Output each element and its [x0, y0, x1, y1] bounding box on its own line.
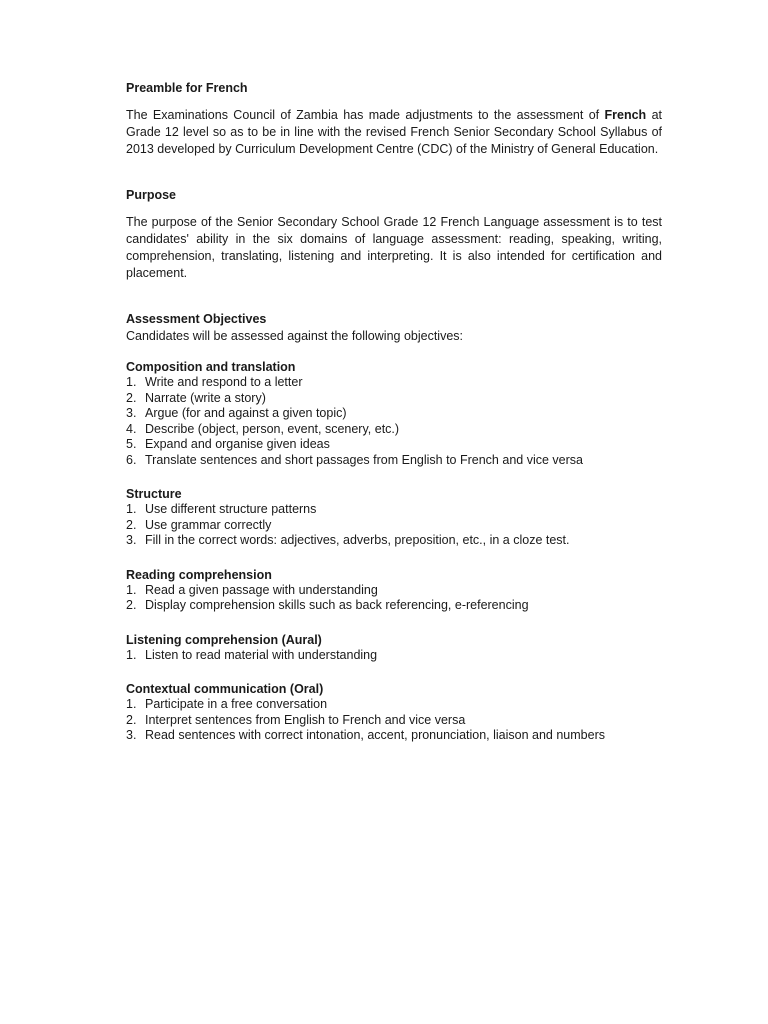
- list-item-number: 2.: [126, 712, 137, 727]
- list-item: [126, 598, 662, 614]
- preamble-heading: Preamble for French: [126, 81, 248, 95]
- objectives-intro: Candidates will be assessed against the following objectives:: [126, 329, 463, 343]
- list-item-text: Expand and organise given ideas: [145, 437, 330, 451]
- document-page: [126, 80, 662, 744]
- list-item-number: 1.: [126, 582, 137, 597]
- list-item: [126, 375, 662, 391]
- list-item-text: Argue (for and against a given topic): [145, 406, 347, 420]
- preamble-text-bold: French: [604, 108, 647, 122]
- structure-heading: Structure: [126, 487, 182, 501]
- list-item-text: Interpret sentences from English to French and vice versa: [145, 712, 466, 727]
- list-item-text: Listen to read material with understanding: [145, 647, 378, 662]
- list-item-number: 2.: [126, 390, 137, 405]
- preamble-section: [126, 80, 662, 158]
- list-item-number: 1.: [126, 375, 137, 389]
- structure-list: [126, 502, 662, 549]
- list-item-text: Translate sentences and short passages from English to French and vice versa: [145, 452, 583, 467]
- list-item: [126, 502, 662, 518]
- objectives-section: [126, 311, 662, 345]
- list-item: [126, 533, 662, 549]
- purpose-paragraph: The purpose of the Senior Secondary School Grade 12 French Language assessment is to test candidates' ability in the six domains of language assessment: reading, speaking, writing, comprehension, translating, listening and interpreting. It is also intended for certification and placement.: [126, 215, 662, 280]
- list-item: [126, 437, 662, 453]
- list-item-number: 3.: [126, 728, 137, 742]
- list-item-text: Participate in a free conversation: [145, 697, 328, 711]
- oral-heading: Contextual communication (Oral): [126, 682, 324, 696]
- reading-list: [126, 583, 662, 614]
- list-item: [126, 406, 662, 422]
- composition-heading: Composition and translation: [126, 360, 296, 374]
- listening-heading: Listening comprehension (Aural): [126, 632, 322, 647]
- composition-section: [126, 359, 662, 468]
- list-item-text: Write and respond to a letter: [145, 375, 303, 389]
- list-item-text: Use different structure patterns: [145, 502, 317, 516]
- listening-section: [126, 632, 662, 664]
- list-item-text: Fill in the correct words: adjectives, adverbs, preposition, etc., in a cloze test.: [145, 533, 570, 547]
- list-item: [126, 391, 662, 407]
- list-item-number: 6.: [126, 452, 137, 467]
- list-item-number: 3.: [126, 533, 137, 547]
- list-item-number: 5.: [126, 437, 137, 451]
- list-item-text: Describe (object, person, event, scenery, etc.): [145, 421, 400, 436]
- reading-section: [126, 567, 662, 614]
- list-item-number: 1.: [126, 502, 137, 516]
- structure-section: [126, 486, 662, 549]
- objectives-heading: Assessment Objectives: [126, 312, 267, 326]
- list-item: [126, 713, 662, 729]
- list-item-text: Narrate (write a story): [145, 390, 266, 405]
- composition-list: [126, 375, 662, 468]
- list-item-text: Read sentences with correct intonation, accent, pronunciation, liaison and numbers: [145, 728, 605, 742]
- list-item: [126, 697, 662, 713]
- list-item-text: Display comprehension skills such as back referencing, e-referencing: [145, 598, 529, 612]
- list-item-text: Use grammar correctly: [145, 517, 272, 532]
- list-item: [126, 518, 662, 534]
- preamble-text-start: The Examinations Council of Zambia has made adjustments to the assessment of: [126, 108, 605, 122]
- oral-list: [126, 697, 662, 744]
- list-item: [126, 583, 662, 599]
- list-item: [126, 648, 662, 664]
- list-item-text: Read a given passage with understanding: [145, 582, 378, 597]
- list-item-number: 1.: [126, 697, 137, 711]
- purpose-heading: Purpose: [126, 188, 177, 202]
- purpose-section: [126, 187, 662, 282]
- list-item-number: 2.: [126, 598, 137, 612]
- list-item: [126, 453, 662, 469]
- reading-heading: Reading comprehension: [126, 567, 272, 582]
- list-item-number: 4.: [126, 421, 137, 436]
- list-item: [126, 422, 662, 438]
- preamble-text-end: at Grade 12 level so as to be in line with the revised French Senior Secondary School Syllabus of 2013 developed by Curriculum Development Centre (CDC) of the Ministry of General Education.: [126, 108, 662, 156]
- oral-section: [126, 681, 662, 744]
- list-item-number: 1.: [126, 647, 137, 662]
- list-item-number: 2.: [126, 517, 137, 532]
- list-item-number: 3.: [126, 406, 137, 420]
- listening-list: [126, 648, 662, 664]
- list-item: [126, 728, 662, 744]
- preamble-paragraph: [126, 107, 662, 158]
